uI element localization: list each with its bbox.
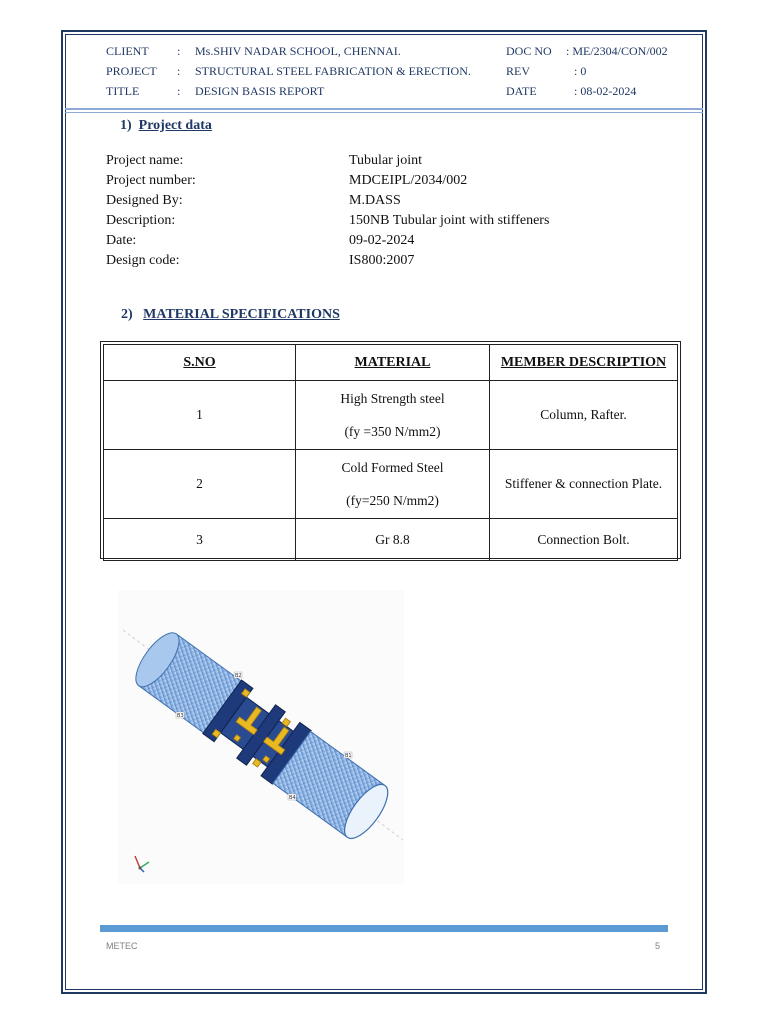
table-header-row: [104, 345, 678, 381]
member-label: B4: [289, 795, 296, 801]
material-table-grid: [103, 344, 678, 561]
project-data-value: 09-02-2024: [349, 233, 415, 248]
project-separator: :: [177, 64, 181, 78]
cell-material: Gr 8.8: [296, 519, 490, 561]
material-grade: (fy =350 N/mm2): [344, 424, 441, 439]
joint-illustration: [118, 590, 404, 884]
section-heading-project-data: [120, 118, 212, 134]
cell-material: [296, 381, 490, 450]
footer-divider: [100, 925, 668, 932]
section-number: 2): [121, 307, 133, 322]
rev-value: : 0: [574, 64, 587, 78]
page-number: 5: [655, 941, 661, 951]
cell-description: Connection Bolt.: [490, 519, 678, 561]
column-header-material: MATERIAL: [296, 345, 490, 381]
project-data-label: Description:: [106, 213, 176, 228]
docno-value: : ME/2304/CON/002: [566, 44, 668, 58]
cell-description: Stiffener & connection Plate.: [490, 450, 678, 519]
member-label: B1: [345, 753, 352, 759]
section-title: Project data: [138, 118, 212, 133]
project-data-label: Date:: [106, 233, 137, 248]
project-data-value: M.DASS: [349, 193, 401, 208]
project-data-label: Designed By:: [106, 193, 183, 208]
title-value: DESIGN BASIS REPORT: [195, 84, 325, 98]
client-separator: :: [177, 44, 181, 58]
project-data-value: Tubular joint: [349, 153, 422, 168]
material-table: [100, 341, 681, 559]
date-label: DATE: [506, 84, 537, 98]
tubular-joint-3d-render: [118, 590, 404, 884]
project-data-value: 150NB Tubular joint with stiffeners: [349, 213, 550, 228]
table-row: [104, 381, 678, 450]
section-number: 1): [120, 118, 132, 133]
section-heading-material-specifications: [121, 307, 340, 323]
section-title: MATERIAL SPECIFICATIONS: [143, 307, 340, 322]
header-divider-thin: [65, 112, 703, 113]
cell-sno: 3: [104, 519, 296, 561]
cell-sno: 2: [104, 450, 296, 519]
project-data-label: Project number:: [106, 173, 196, 188]
title-separator: :: [177, 84, 181, 98]
project-value: STRUCTURAL STEEL FABRICATION & ERECTION.: [195, 64, 471, 78]
rev-label: REV: [506, 64, 530, 78]
footer-company: METEC: [106, 941, 138, 951]
table-row: [104, 450, 678, 519]
cell-description: Column, Rafter.: [490, 381, 678, 450]
header-divider: [65, 108, 703, 110]
column-header-sno: S.NO: [104, 345, 296, 381]
project-data-label: Design code:: [106, 253, 180, 268]
date-value: : 08-02-2024: [574, 84, 637, 98]
project-data-value: MDCEIPL/2034/002: [349, 173, 468, 188]
member-label: B2: [235, 673, 242, 679]
project-data-label: Project name:: [106, 153, 184, 168]
material-name: Cold Formed Steel: [341, 460, 444, 475]
docno-label: DOC NO: [506, 44, 552, 58]
client-label: CLIENT: [106, 44, 149, 58]
cell-sno: 1: [104, 381, 296, 450]
title-label: TITLE: [106, 84, 140, 98]
project-data-value: IS800:2007: [349, 253, 415, 268]
axis-triad-icon: [135, 856, 149, 872]
project-label: PROJECT: [106, 64, 157, 78]
material-name: High Strength steel: [340, 391, 445, 406]
material-grade: (fy=250 N/mm2): [346, 493, 439, 508]
table-row: [104, 519, 678, 561]
member-label: B3: [177, 713, 184, 719]
client-value: Ms.SHIV NADAR SCHOOL, CHENNAI.: [195, 44, 401, 58]
cell-material: [296, 450, 490, 519]
column-header-member-description: MEMBER DESCRIPTION: [490, 345, 678, 381]
